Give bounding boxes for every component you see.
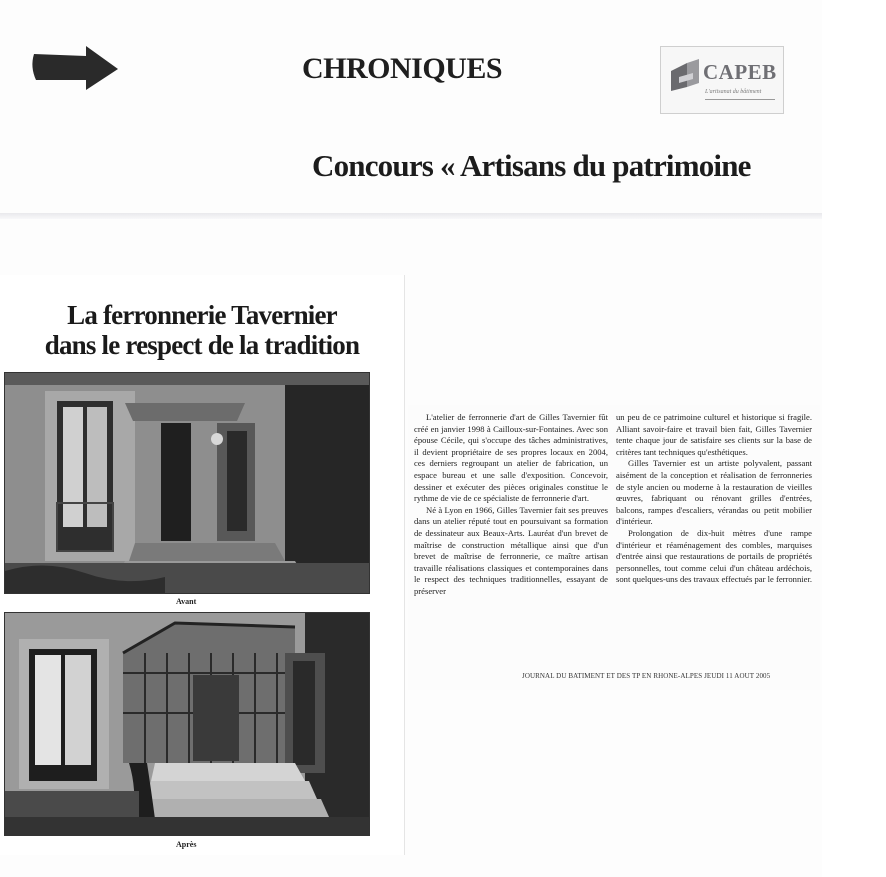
right-arrow-icon (30, 42, 120, 94)
photo-before (4, 372, 370, 594)
paragraph: Gilles Tavernier est un artiste polyvalent, passant aisément de la conception et réalisation de ferronneries de style ancien ou moderne à la restauration de vieilles œuvres, fabriquant ou rénovant grilles d'entrées, balcons, rampes d'escaliers, vérandas ou petit mobilier d'intérieur. (616, 458, 812, 527)
logo-name: CAPEB (703, 60, 777, 84)
source-line: JOURNAL DU BATIMENT ET DES TP EN RHONE-ALPES JEUDI 11 AOUT 2005 (522, 672, 771, 680)
paragraph: un peu de ce patrimoine culturel et historique si fragile. Alliant savoir-faire et travail bien fait, Gilles Tavernier tente chaque jour de satisfaire ses clients sur la base de critères tant techniques qu'esthétiques. (616, 412, 812, 457)
caption-after: Après (176, 840, 197, 849)
caption-before: Avant (176, 597, 197, 606)
section-title: CHRONIQUES (302, 52, 503, 85)
article-column-1 (414, 412, 608, 598)
photo-after (4, 612, 370, 836)
article-column-2 (616, 412, 812, 586)
headline-line-2: dans le respect de la tradition (44, 330, 360, 360)
logo-rule (705, 99, 775, 100)
article-headline (0, 300, 404, 360)
logo-tagline: L'artisanat du bâtiment (705, 89, 762, 95)
capeb-logo (660, 46, 784, 114)
capeb-logo-icon (669, 57, 703, 93)
paragraph: L'atelier de ferronnerie d'art de Gilles Tavernier fût créé en janvier 1998 à Cailloux-sur-Fontaines. Avec son épouse Cécile, qui s'occupe des tâches administratives, il devient propriétaire de ses propres locaux en 2004, ces derniers regroupant un atelier de fabrication, un espace bureau et une salle d'exposition. Concevoir, dessiner et exécuter des pièces originales constitue le rythme de vie de ce spécialiste de ferronnerie d'art. (414, 412, 608, 504)
paragraph: Prolongation de dix-huit mètres d'une rampe d'intérieur et réaménagement des combles, marquises d'entrée ainsi que restaurations de portails de propriétés personnelles, tout comme celui d'un château ardéchois, sont quelques-uns des travaux effectués par le ferronnier. (616, 527, 812, 585)
headline-line-1: La ferronnerie Tavernier (67, 300, 337, 330)
competition-title: Concours « Artisans du patrimoine (312, 148, 751, 183)
paragraph: Né à Lyon en 1966, Gilles Tavernier fait ses preuves dans un atelier réputé tout en poursuivant sa formation de dessinateur aux Beaux-Arts. Lauréat d'un brevet de maîtrise de construction métallique ainsi que d'un brevet de maîtrise de ferronnerie, ce maître artisan travaille réalisations classiques et contemporaines dans le respect des techniques traditionnelles, essayant de préserver (414, 504, 608, 596)
page-fold (0, 213, 822, 219)
